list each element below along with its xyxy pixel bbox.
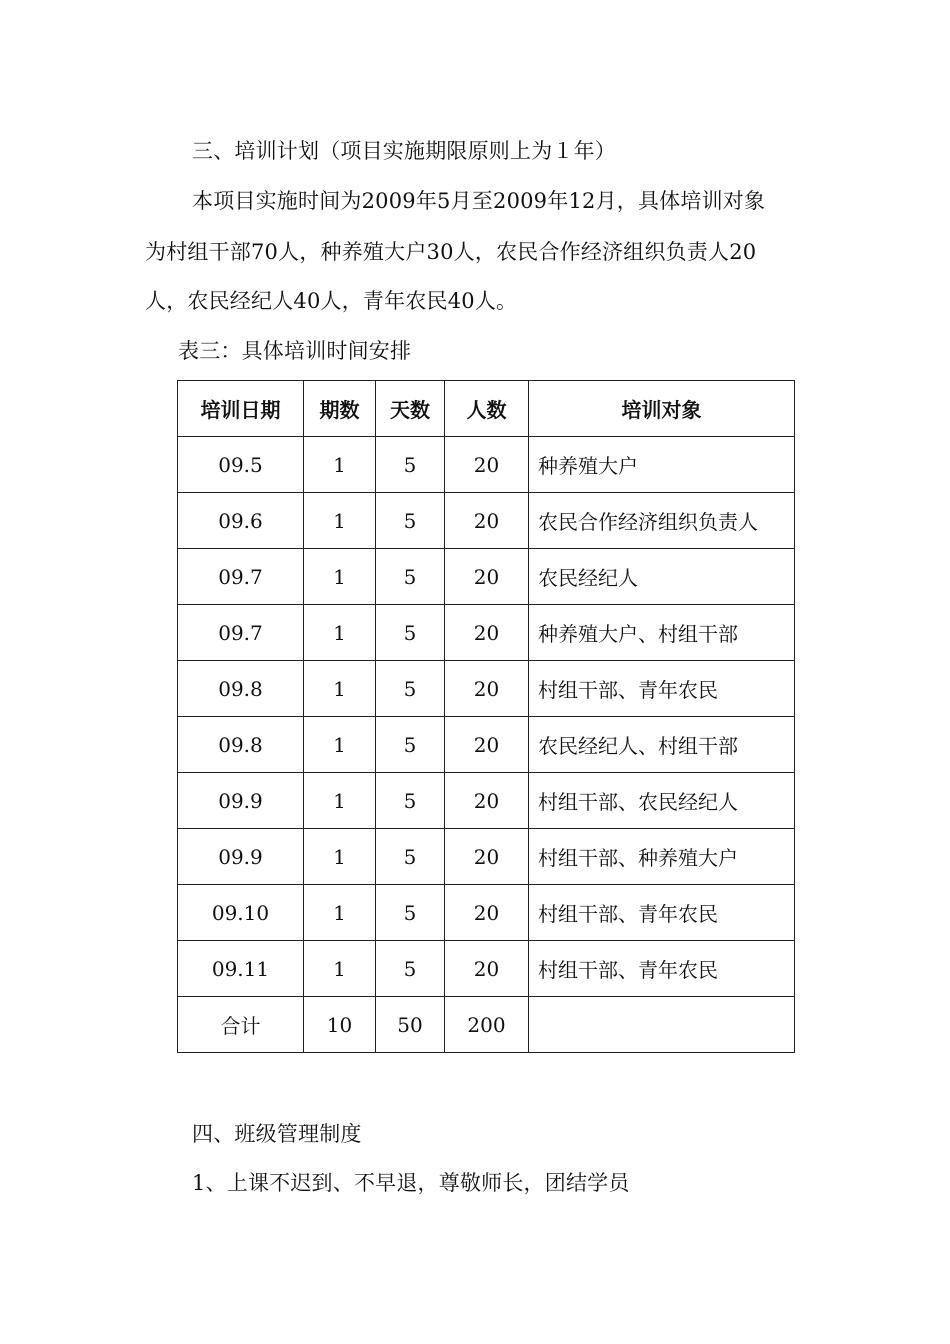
cell-days: 5	[376, 773, 445, 829]
cell-target: 农民合作经济组织负责人	[529, 493, 795, 549]
training-schedule-table	[177, 380, 795, 1053]
header-sessions: 期数	[304, 381, 376, 437]
cell-sessions: 1	[304, 493, 376, 549]
paragraph-line: 为村组干部70人，种养殖大户30人，农民合作经济组织负责人20	[145, 240, 757, 264]
header-training-target: 培训对象	[529, 381, 795, 437]
cell-days: 5	[376, 829, 445, 885]
cell-people: 20	[445, 773, 529, 829]
cell-date: 09.8	[178, 717, 304, 773]
table-row	[178, 829, 795, 885]
cell-days: 5	[376, 549, 445, 605]
cell-days: 5	[376, 493, 445, 549]
table-total-row	[178, 997, 795, 1053]
cell-target: 村组干部、种养殖大户	[529, 829, 795, 885]
cell-sessions: 1	[304, 605, 376, 661]
cell-days: 5	[376, 661, 445, 717]
table-row	[178, 885, 795, 941]
cell-days: 5	[376, 717, 445, 773]
rule-item: 1、上课不迟到、不早退，尊敬师长，团结学员	[192, 1171, 630, 1195]
section-heading-training-plan: 三、培训计划（项目实施期限原则上为１年）	[192, 139, 616, 163]
table-header-row	[178, 381, 795, 437]
cell-sessions: 1	[304, 549, 376, 605]
table-row	[178, 717, 795, 773]
cell-target: 村组干部、青年农民	[529, 885, 795, 941]
cell-people: 20	[445, 493, 529, 549]
cell-date: 09.7	[178, 549, 304, 605]
paragraph-line: 人，农民经纪人40人，青年农民40人。	[145, 289, 518, 313]
cell-date: 09.9	[178, 773, 304, 829]
header-days: 天数	[376, 381, 445, 437]
cell-sessions: 1	[304, 885, 376, 941]
cell-people: 20	[445, 829, 529, 885]
total-people: 200	[445, 997, 529, 1053]
table-row	[178, 493, 795, 549]
cell-date: 09.7	[178, 605, 304, 661]
header-training-date: 培训日期	[178, 381, 304, 437]
cell-days: 5	[376, 941, 445, 997]
table-caption: 表三：具体培训时间安排	[178, 339, 412, 363]
cell-target: 村组干部、青年农民	[529, 941, 795, 997]
cell-people: 20	[445, 437, 529, 493]
cell-sessions: 1	[304, 437, 376, 493]
cell-target: 村组干部、青年农民	[529, 661, 795, 717]
cell-sessions: 1	[304, 941, 376, 997]
cell-target: 农民经纪人、村组干部	[529, 717, 795, 773]
cell-people: 20	[445, 549, 529, 605]
header-people: 人数	[445, 381, 529, 437]
cell-people: 20	[445, 661, 529, 717]
cell-people: 20	[445, 941, 529, 997]
cell-target: 种养殖大户、村组干部	[529, 605, 795, 661]
cell-sessions: 1	[304, 717, 376, 773]
paragraph-line: 本项目实施时间为2009年5月至2009年12月，具体培训对象	[192, 189, 766, 213]
cell-date: 09.6	[178, 493, 304, 549]
table-row	[178, 773, 795, 829]
table-row	[178, 549, 795, 605]
cell-days: 5	[376, 437, 445, 493]
cell-date: 09.5	[178, 437, 304, 493]
section-heading-class-management: 四、班级管理制度	[192, 1122, 362, 1146]
cell-date: 09.11	[178, 941, 304, 997]
total-target	[529, 997, 795, 1053]
cell-sessions: 1	[304, 661, 376, 717]
total-label: 合计	[178, 997, 304, 1053]
cell-date: 09.9	[178, 829, 304, 885]
cell-target: 村组干部、农民经纪人	[529, 773, 795, 829]
cell-days: 5	[376, 885, 445, 941]
cell-sessions: 1	[304, 773, 376, 829]
cell-target: 种养殖大户	[529, 437, 795, 493]
cell-days: 5	[376, 605, 445, 661]
cell-sessions: 1	[304, 829, 376, 885]
cell-date: 09.8	[178, 661, 304, 717]
table-row	[178, 605, 795, 661]
table-row	[178, 437, 795, 493]
cell-people: 20	[445, 885, 529, 941]
table-row	[178, 661, 795, 717]
cell-people: 20	[445, 605, 529, 661]
cell-target: 农民经纪人	[529, 549, 795, 605]
table-row	[178, 941, 795, 997]
total-sessions: 10	[304, 997, 376, 1053]
cell-date: 09.10	[178, 885, 304, 941]
cell-people: 20	[445, 717, 529, 773]
total-days: 50	[376, 997, 445, 1053]
